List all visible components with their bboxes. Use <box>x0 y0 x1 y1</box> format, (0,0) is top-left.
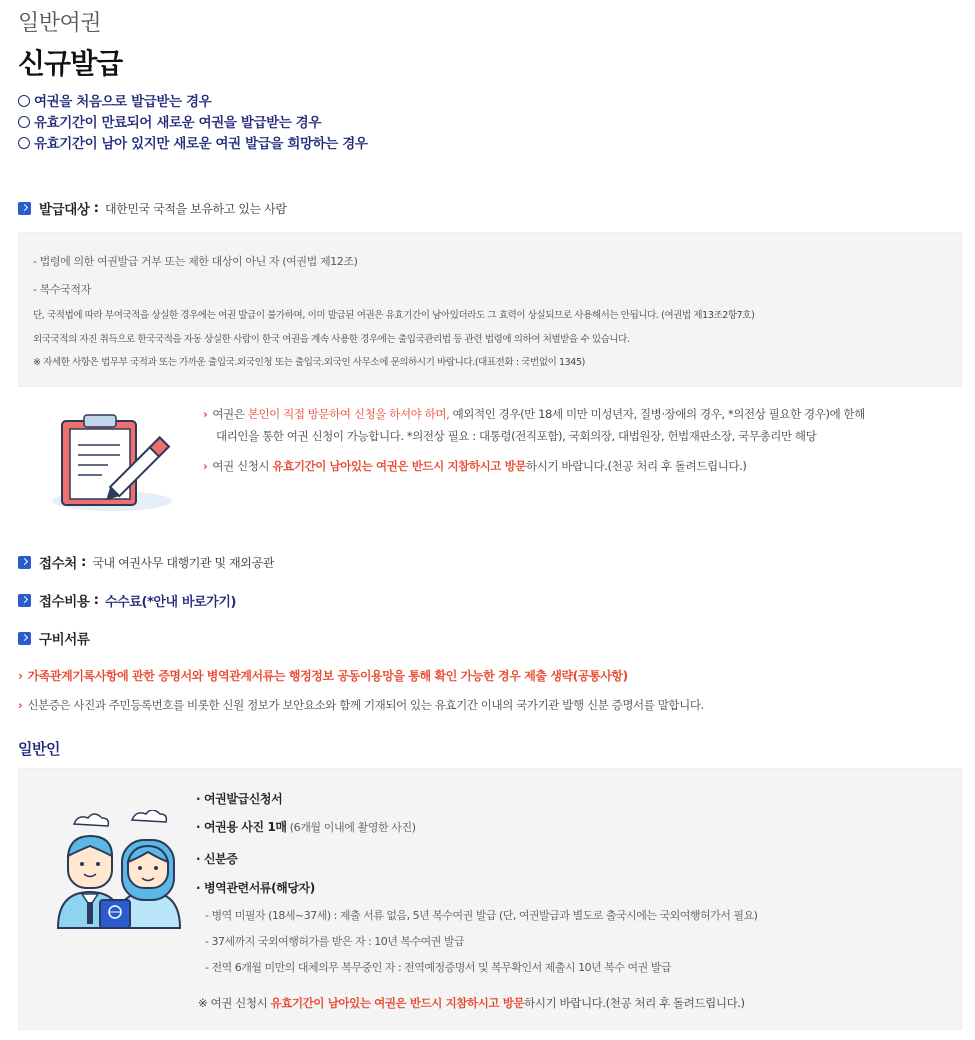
reception-heading: 접수처 : 국내 여권사무 대행기관 및 재외공관 <box>18 552 274 572</box>
bring-passport-note: › 여권 신청시 유효기간이 남아있는 여권은 반드시 지참하시고 방문하시기 바랍니다.(천공 처리 후 돌려드립니다.) <box>203 459 747 473</box>
eligibility-line: - 복수국적자 <box>33 283 91 296</box>
eligibility-heading: 발급대상 : 대한민국 국적을 보유하고 있는 사람 <box>18 198 287 218</box>
requirement-item: · 신분증 <box>196 852 238 866</box>
section-arrow-icon <box>18 202 31 215</box>
military-subitem: - 병역 미필자 (18세~37세) : 제출 서류 없음, 5년 복수여권 발급 (단, 여권발급과 별도로 출국시에는 국외여행허가서 필요) <box>205 909 758 922</box>
circle-bullet-icon <box>18 95 30 107</box>
circle-bullet-icon <box>18 137 30 149</box>
visit-requirement-note: › 여권은 본인이 직접 방문하여 신청을 하셔야 하며, 예외적인 경우(만 18세 미만 미성년자, 질병·장애의 경우, *의전상 필요한 경우)에 한해 <box>203 407 865 421</box>
applicants-illustration-icon <box>52 810 182 930</box>
eligibility-line: - 법령에 의한 여권발급 거부 또는 제한 대상이 아닌 자 (여권법 제12조) <box>33 255 358 268</box>
page-title: 신규발급 <box>18 47 123 80</box>
documents-heading: 구비서류 <box>18 628 90 648</box>
documents-common-note: › 가족관계기록사항에 관한 증명서와 병역관계서류는 행정정보 공동이용망을 통해 확인 가능한 경우 제출 생략(공통사항) <box>18 669 628 683</box>
eligibility-line: 외국국적의 자진 취득으로 한국국적을 자동 상실한 사람이 한국 여권을 계속 사용한 경우에는 출입국관리법 등 관련 법령에 의하여 처벌받을 수 있습니다. <box>33 334 630 345</box>
requirement-item: · 여권발급신청서 <box>196 792 283 806</box>
requirement-item: · 병역관련서류(해당자) <box>196 881 315 895</box>
issuance-cases <box>18 92 367 155</box>
eligibility-line: ※ 자세한 사항은 법무부 국적과 또는 가까운 출입국.외국인청 또는 출입국.외국인 사무소에 문의하시기 바랍니다.(대표전화 : 국번없이 1345) <box>33 357 585 368</box>
eligibility-info-box <box>18 232 962 387</box>
military-subitem: - 37세까지 국외여행허가를 받은 자 : 10년 복수여권 발급 <box>205 935 465 948</box>
eligibility-line: 단, 국적법에 따라 부여국적을 상실한 경우에는 여권 발급이 불가하며, 이미 발급된 여권은 유효기간이 남아있더라도 그 효력이 상실되므로 사용해서는 안됩니다. (여권법 제13조2항7호) <box>33 310 755 321</box>
page-category: 일반여권 <box>18 11 102 36</box>
section-arrow-icon <box>18 594 31 607</box>
general-subtitle: 일반인 <box>18 740 60 758</box>
section-arrow-icon <box>18 556 31 569</box>
military-subitem: - 전역 6개월 미만의 대체의무 복무중인 자 : 전역예정증명서 및 복무확인서 제출시 10년 복수 여권 발급 <box>205 961 672 974</box>
section-arrow-icon <box>18 632 31 645</box>
fee-guide-link[interactable]: 수수료(*안내 바로가기) <box>104 594 237 610</box>
case-item: 여권을 처음으로 발급받는 경우 <box>18 92 367 113</box>
case-item: 유효기간이 만료되어 새로운 여권을 발급받는 경우 <box>18 113 367 134</box>
case-item: 유효기간이 남아 있지만 새로운 여권 발급을 희망하는 경우 <box>18 134 367 155</box>
requirement-item: · 여권용 사진 1매 (6개월 이내에 촬영한 사진) <box>196 820 416 834</box>
circle-bullet-icon <box>18 116 30 128</box>
final-bring-passport-note: ※ 여권 신청시 유효기간이 남아있는 여권은 반드시 지참하시고 방문하시기 바랍니다.(천공 처리 후 돌려드립니다.) <box>198 996 745 1010</box>
proxy-note: 대리인을 통한 여권 신청이 가능합니다. *의전상 필요 : 대통령(전직포함), 국회의장, 대법원장, 헌법재판소장, 국무총리만 해당 <box>216 429 817 443</box>
id-card-note: › 신분증은 사진과 주민등록번호를 비롯한 신원 정보가 보안요소와 함께 기재되어 있는 유효기간 이내의 국가기관 발행 신분 증명서를 말합니다. <box>18 698 704 712</box>
fee-heading: 접수비용 : 수수료(*안내 바로가기) <box>18 590 236 610</box>
clipboard-pen-icon <box>42 405 182 515</box>
